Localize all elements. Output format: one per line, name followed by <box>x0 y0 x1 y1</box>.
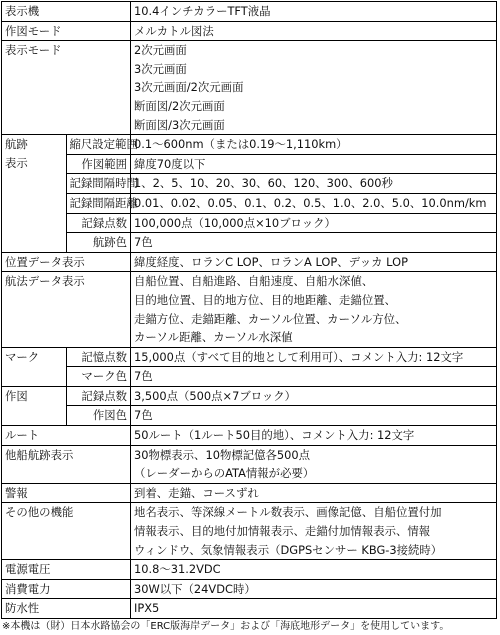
value-track-points: 100,000点（10,000点×10ブロック） <box>131 213 497 233</box>
display-mode-line: 断面図/3次元画面 <box>134 117 225 132</box>
nav-data-line: 走錨方位、走錨距離、カーソル位置、カーソル方位、 <box>134 311 407 326</box>
label-track-distance: 記録間隔距離 <box>66 193 131 213</box>
label-track-scale: 縮尺設定範囲 <box>66 135 131 155</box>
label-track-blank <box>2 233 67 253</box>
value-other-functions <box>131 503 497 560</box>
value-route: 50ルート（1ルート50目的地）、コメント入力: 12文字 <box>131 426 497 446</box>
row-alarm <box>2 483 497 503</box>
other-track-line: （レーダーからのATA情報が必要） <box>134 466 315 481</box>
label-track-plot-range: 作図範囲 <box>66 154 131 174</box>
label-mark-color: マーク色 <box>66 367 131 387</box>
other-functions-line: 地名表示、等深線メートル数表示、画像記億、自船位置付加 <box>134 505 442 520</box>
value-alarm: 到着、走錨、コースずれ <box>131 483 497 503</box>
other-functions-line: ウィンドウ、気象情報表示（DGPSセンサー KBG-3接続時） <box>134 542 443 557</box>
row-mark-memory <box>2 347 497 367</box>
label-track-color: 航跡色 <box>66 233 131 253</box>
display-mode-line: 2次元画面 <box>134 43 187 58</box>
label-mark-blank <box>2 367 67 387</box>
label-track-points: 記録点数 <box>66 213 131 233</box>
row-position-data <box>2 252 497 272</box>
value-projection: メルカトル図法 <box>131 21 497 41</box>
footnote: ※本機は（財）日本水路協会の「ERC版海岸データ」および「海底地形データ」を使用しています。 <box>2 621 450 632</box>
value-display-mode <box>131 41 497 135</box>
value-display: 10.4インチカラーTFT液晶 <box>131 2 497 22</box>
label-track-top: 航跡 <box>2 135 67 155</box>
label-other-track: 他船航跡表示 <box>2 445 131 483</box>
value-power-voltage: 10.8～31.2VDC <box>131 560 497 580</box>
row-waterproof <box>2 599 497 619</box>
row-display-mode <box>2 41 497 135</box>
label-display: 表示機 <box>2 2 131 22</box>
value-nav-data <box>131 272 497 347</box>
label-nav-data: 航法データ表示 <box>2 272 131 347</box>
label-waterproof: 防水性 <box>2 599 131 619</box>
label-plot-points: 記録点数 <box>66 386 131 406</box>
value-position-data: 緯度経度、ロランC LOP、ロランA LOP、デッカ LOP <box>131 252 497 272</box>
label-mark: マーク <box>2 347 67 367</box>
label-position-data: 位置データ表示 <box>2 252 131 272</box>
label-track-time: 記録間隔時間 <box>66 174 131 194</box>
other-track-line: 30物標表示、10物標記億各500点 <box>134 447 311 462</box>
row-track-points <box>2 213 497 233</box>
nav-data-line: カーソル距離、カーソル水深値 <box>134 330 293 345</box>
value-track-distance: 0.01、0.02、0.05、0.1、0.2、0.5、1.0、2.0、5.0、10.0nm/km <box>131 193 497 213</box>
nav-data-line: 自船位置、自船進路、自船速度、自船水深値、 <box>134 274 374 289</box>
value-track-scale: 0.1～600nm（または0.19～1,110km） <box>131 135 497 155</box>
value-track-plot-range: 緯度70度以下 <box>131 154 497 174</box>
row-other-functions <box>2 503 497 560</box>
value-track-color: 7色 <box>131 233 497 253</box>
label-mark-memory: 記憶点数 <box>66 347 131 367</box>
label-track-blank <box>2 213 67 233</box>
label-plot-color: 作図色 <box>66 406 131 426</box>
value-power-consumption: 30W以下（24VDC時） <box>131 579 497 599</box>
row-track-color <box>2 233 497 253</box>
row-projection <box>2 21 497 41</box>
label-display-mode: 表示モード <box>2 41 131 135</box>
value-plot-color: 7色 <box>131 406 497 426</box>
row-display <box>2 2 497 22</box>
display-mode-line: 断面図/2次元画面 <box>134 98 225 113</box>
row-power-consumption <box>2 579 497 599</box>
row-plot-color <box>2 406 497 426</box>
label-plot: 作図 <box>2 386 67 406</box>
row-track-plot-range <box>2 154 497 174</box>
nav-data-line: 目的地位置、目的地方位、目的地距離、走錨位置、 <box>134 292 396 307</box>
label-route: ルート <box>2 426 131 446</box>
value-mark-memory: 15,000点（すべて目的地として利用可）、コメント入力: 12文字 <box>131 347 497 367</box>
row-other-track <box>2 445 497 483</box>
row-track-scale <box>2 135 497 155</box>
value-other-track <box>131 445 497 483</box>
label-track-blank <box>2 193 67 213</box>
label-projection: 作図モード <box>2 21 131 41</box>
display-mode-line: 3次元画面 <box>134 61 187 76</box>
row-mark-color <box>2 367 497 387</box>
label-track-blank <box>2 174 67 194</box>
value-mark-color: 7色 <box>131 367 497 387</box>
label-alarm: 警報 <box>2 483 131 503</box>
label-power-voltage: 電源電圧 <box>2 560 131 580</box>
row-nav-data <box>2 272 497 347</box>
label-power-consumption: 消費電力 <box>2 579 131 599</box>
value-track-time: 1、2、5、10、20、30、60、120、300、600秒 <box>131 174 497 194</box>
row-power-voltage <box>2 560 497 580</box>
label-plot-blank <box>2 406 67 426</box>
label-track-bottom: 表示 <box>2 154 67 174</box>
spec-table <box>1 1 497 619</box>
row-track-time <box>2 174 497 194</box>
row-track-distance <box>2 193 497 213</box>
row-route <box>2 426 497 446</box>
row-plot-points <box>2 386 497 406</box>
label-other-functions: その他の機能 <box>2 503 131 560</box>
display-mode-line: 3次元画面/2次元画面 <box>134 80 244 95</box>
value-plot-points: 3,500点（500点×7ブロック） <box>131 386 497 406</box>
other-functions-line: 情報表示、目的地付加情報表示、走錨付加情報表示、情報 <box>134 524 431 539</box>
value-waterproof: IPX5 <box>131 599 497 619</box>
